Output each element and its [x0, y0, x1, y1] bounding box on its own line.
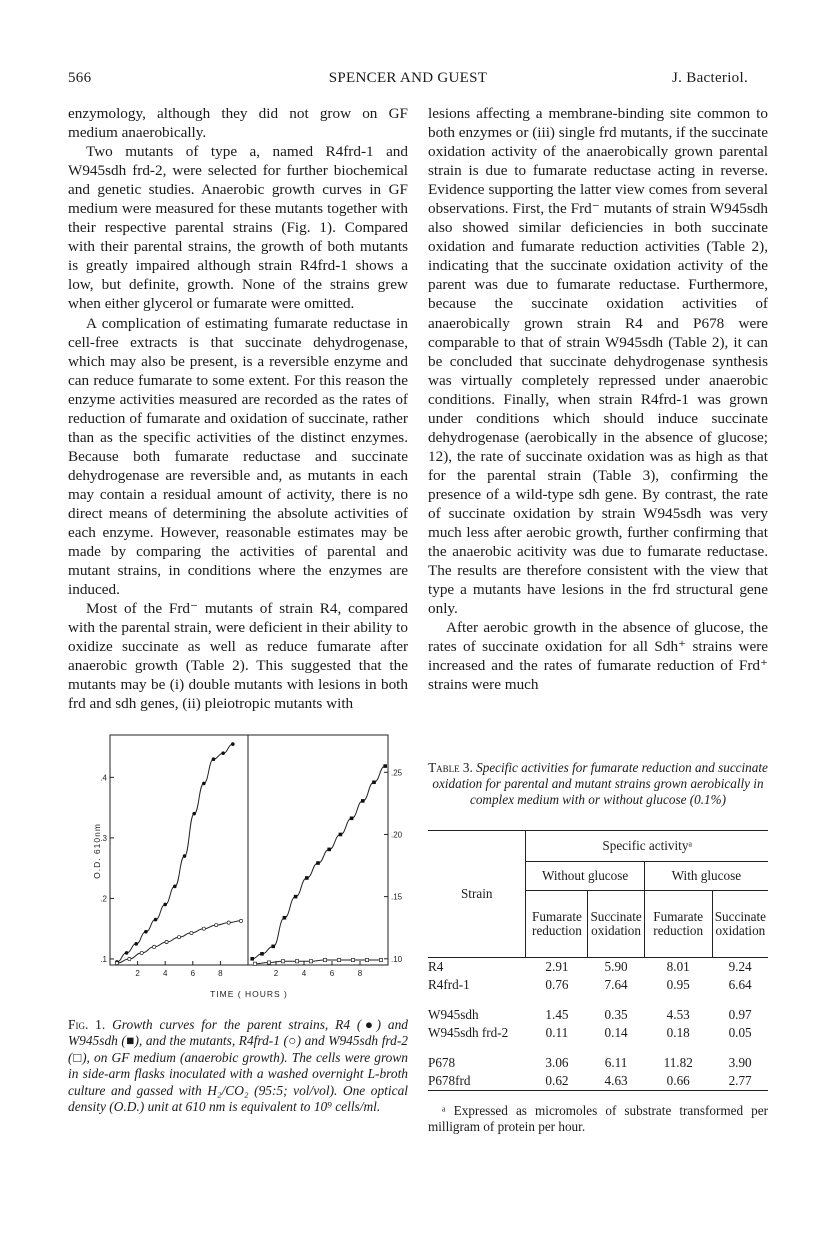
- data-point: [240, 919, 243, 922]
- data-point: [327, 848, 331, 852]
- col-succinate-oxidation: Succinate oxidation: [712, 891, 768, 958]
- table-3-footnote: ᵃ Expressed as micromoles of substrate transformed per milligram of protein per hour.: [428, 1103, 768, 1134]
- value-cell: 0.14: [604, 1024, 628, 1040]
- left-column-paragraph: A complication of estimating fumarate reductase in cell-free extracts is that succinate dehydrogenase, which may also be present, is a reversible enzyme and can reduce fumarate to some extent. For this reason the enzyme activities measured are recorded as the rates of reduction of fumarate and oxidation of succinate, rather than as the specific activities of the distinct enzymes. Because both fumarate reductase and succinate dehydrogenase are reversible and, as mutants in each may contain a residual amount of activity, there is no direct means of determining the absolute activities of each enzyme. However, reasonable estimates may be made by comparing the activities of parental and mutant strains, in conditions where the enzymes are induced.: [68, 314, 408, 599]
- right-column: [428, 104, 768, 694]
- table-3: [428, 830, 768, 1091]
- value-cell: 0.95: [666, 976, 690, 992]
- value-cell: 4.63: [604, 1072, 628, 1088]
- strain-cell: W945sdh: [428, 1006, 479, 1022]
- table-row: [428, 976, 768, 1006]
- series-line-1: [117, 921, 241, 963]
- data-point: [337, 958, 340, 961]
- figure-caption-text: Growth curves for the parent strains, R4 (●) and W945sdh (■), and the mutants, R4frd-1 (○) and W945sdh frd-2 (□), on GF medium (anaerobic growth). The cells were grown in side-arm flasks inoculated with a washed overnight L-broth culture and gassed with H₂/CO₂ (95:5; vol/vol). One optical density (O.D.) unit at 610 nm is equivalent to 10⁹ cells/ml.: [68, 1017, 408, 1115]
- x-tick-label: 2: [135, 969, 140, 978]
- value-cell: 0.97: [728, 1006, 752, 1022]
- table-row: [428, 1006, 768, 1024]
- data-point: [144, 930, 148, 934]
- table-3-caption: [428, 760, 768, 807]
- data-point: [294, 895, 298, 899]
- value-cell: 0.76: [545, 976, 569, 992]
- with-glucose-header: With glucose: [644, 862, 768, 891]
- data-point: [140, 951, 143, 954]
- value-cell: 0.05: [728, 1024, 752, 1040]
- table-row: [428, 1054, 768, 1072]
- data-point: [173, 885, 177, 889]
- y-tick-label: .1: [100, 954, 107, 964]
- figure-caption-label: Fig. 1.: [68, 1017, 106, 1032]
- y-tick-label: .15: [391, 892, 403, 902]
- x-tick-label: 6: [190, 969, 196, 978]
- table-3-title: Specific activities for fumarate reduction and succinate oxidation for parental and mutant strains grown aerobically in complex medium with or without glucose (0.1%): [432, 760, 768, 807]
- x-tick-label: 2: [273, 969, 279, 978]
- figure-1: [92, 733, 410, 1008]
- value-cell: 0.62: [545, 1072, 569, 1088]
- strain-cell: P678frd: [428, 1072, 471, 1088]
- y-tick-label: .20: [391, 830, 403, 840]
- series-line-1: [255, 960, 381, 964]
- data-point: [295, 960, 298, 963]
- data-point: [192, 812, 196, 816]
- left-column-paragraph: Two mutants of type a, named R4frd-1 and W945sdh frd-2, were selected for further biochemical and genetic studies. Anaerobic growth curves in GF medium were measured for these mutants together with their respective parental strains (Fig. 1). Compared with their parental strains, the growth of both mutants is greatly impaired although strain R4frd-1 shows a low, but definite, growth. None of the strains grew when either glycerol or fumarate were omitted.: [68, 143, 408, 313]
- strain-cell: P678: [428, 1054, 456, 1070]
- data-point: [134, 942, 138, 946]
- y-tick-label: .2: [100, 894, 107, 904]
- page-header: [68, 70, 748, 94]
- data-point: [202, 782, 206, 786]
- data-point: [154, 918, 158, 922]
- data-point: [221, 751, 225, 755]
- value-cell: 6.64: [728, 976, 752, 992]
- left-column-paragraph: Most of the Frd⁻ mutants of strain R4, compared with the parental strain, were deficient in their ability to oxidize succinate as well as reduce fumarate after anaerobic growth (Table 2). This suggested that the mutants may be (i) double mutants with lesions in both frd and sdh genes, (ii) pleiotropic mutants with: [68, 600, 408, 713]
- data-point: [339, 833, 343, 837]
- value-cell: 6.11: [604, 1054, 628, 1070]
- data-point: [281, 960, 284, 963]
- value-cell: 11.82: [663, 1054, 693, 1070]
- page-number: 566: [68, 70, 92, 86]
- value-cell: 0.66: [666, 1072, 690, 1088]
- running-title: SPENCER AND GUEST: [328, 70, 488, 86]
- col-fumarate-reduction: Fumarate reduction: [644, 891, 712, 958]
- y-tick-label: .3: [100, 833, 107, 843]
- data-point: [383, 764, 387, 768]
- strain-cell: R4frd-1: [428, 976, 470, 992]
- data-point: [365, 958, 368, 961]
- table-row: [428, 958, 768, 977]
- data-point: [372, 780, 376, 784]
- col-succinate-oxidation: Succinate oxidation: [588, 891, 644, 958]
- value-cell: 3.06: [545, 1054, 569, 1070]
- data-point: [267, 961, 270, 964]
- x-axis-title: TIME ( HOURS ): [210, 989, 288, 999]
- data-point: [323, 958, 326, 961]
- data-point: [260, 952, 264, 956]
- right-column-paragraph: lesions affecting a membrane-binding site common to both enzymes or (iii) single frd mutants, if the succinate oxidation activity of the anaerobically grown parental strain is due to fumarate reductase acting in reverse. Evidence supporting the latter view comes from several observations. First, the Frd⁻ mutants of strain W945sdh also showed similar deficiencies in both succinate oxidation and fumarate reduction activities (Table 2), indicating that the succinate oxidation activity of the parent was due to fumarate reductase. Furthermore, because the succinate oxidation activities of anaerobically grown strain R4 and P678 were comparable to that of strain W945sdh (Table 2), it can be concluded that succinate dehydrogenase synthesis was virtually completely repressed under anaerobic conditions. Finally, when strain R4frd-1 was grown under conditions which should induce succinate dehydrogenase (aerobically in the absence of glucose; 12), the rate of succinate oxidation was as high as that for the parental strain (Table 3), confirming the presence of a wild-type sdh gene. By contrast, the rate of succinate oxidation by strain W945sdh was very much less after aerobic growth, further confirming that the anaerobic acitivity was due to fumarate reductase. The results are therefore consistent with the view that type a mutants have lesions in the frd structural gene only.: [428, 105, 768, 618]
- x-tick-label: 4: [162, 969, 168, 978]
- value-cell: 2.91: [545, 958, 569, 974]
- data-point: [177, 936, 180, 939]
- data-point: [125, 951, 129, 955]
- data-point: [250, 957, 254, 961]
- value-cell: 0.11: [545, 1024, 569, 1040]
- data-point: [227, 921, 230, 924]
- strain-cell: R4: [428, 958, 444, 974]
- x-tick-label: 8: [218, 969, 223, 978]
- x-tick-label: 8: [357, 969, 363, 978]
- y-axis-title: O.D. 610nm: [92, 823, 102, 879]
- y-tick-label: .25: [391, 768, 403, 778]
- specific-activity-header: Specific activityᵃ: [526, 831, 768, 862]
- y-tick-label: .4: [100, 773, 107, 783]
- strain-header: Strain: [428, 831, 526, 958]
- data-point: [283, 916, 287, 920]
- value-cell: 4.53: [666, 1006, 690, 1022]
- data-point: [190, 931, 193, 934]
- table-row: [428, 1072, 768, 1091]
- data-point: [361, 799, 365, 803]
- data-point: [253, 962, 256, 965]
- data-point: [115, 962, 118, 965]
- x-tick-label: 6: [329, 969, 335, 978]
- growth-curve-chart: [92, 733, 410, 1008]
- value-cell: 7.64: [604, 976, 628, 992]
- data-point: [379, 958, 382, 961]
- figure-caption: [68, 1017, 408, 1115]
- table-row: [428, 1024, 768, 1054]
- plot-frame: [110, 735, 388, 965]
- value-cell: 2.77: [728, 1072, 752, 1088]
- left-column-paragraph: enzymology, although they did not grow on GF medium anaerobically.: [68, 105, 408, 142]
- journal-name: J. Bacteriol.: [672, 70, 748, 86]
- value-cell: 1.45: [545, 1006, 569, 1022]
- value-cell: 0.18: [666, 1024, 690, 1040]
- strain-cell: W945sdh frd-2: [428, 1024, 509, 1040]
- value-cell: 3.90: [728, 1054, 752, 1070]
- data-point: [271, 945, 275, 949]
- left-column: [68, 104, 408, 714]
- data-point: [351, 958, 354, 961]
- data-point: [153, 945, 156, 948]
- data-point: [212, 757, 216, 761]
- data-point: [305, 876, 309, 880]
- right-column-paragraph: After aerobic growth in the absence of glucose, the rates of succinate oxidation for all Sdh⁺ strains were increased and the rates of fumarate reduction of Frd⁺ strains were much: [428, 619, 768, 694]
- value-cell: 8.01: [666, 958, 690, 974]
- data-point: [183, 854, 187, 858]
- data-point: [316, 861, 320, 865]
- data-point: [202, 927, 205, 930]
- x-tick-label: 4: [301, 969, 307, 978]
- col-fumarate-reduction: Fumarate reduction: [526, 891, 588, 958]
- table-3-label: Table 3.: [428, 760, 473, 775]
- series-line-0: [117, 744, 233, 962]
- value-cell: 9.24: [728, 958, 752, 974]
- without-glucose-header: Without glucose: [526, 862, 644, 891]
- data-point: [231, 742, 235, 746]
- y-tick-label: .10: [391, 954, 403, 964]
- value-cell: 5.90: [604, 958, 628, 974]
- data-point: [309, 960, 312, 963]
- value-cell: 0.35: [604, 1006, 628, 1022]
- data-point: [215, 923, 218, 926]
- data-point: [165, 940, 168, 943]
- data-point: [350, 816, 354, 820]
- data-point: [128, 957, 131, 960]
- data-point: [163, 903, 167, 907]
